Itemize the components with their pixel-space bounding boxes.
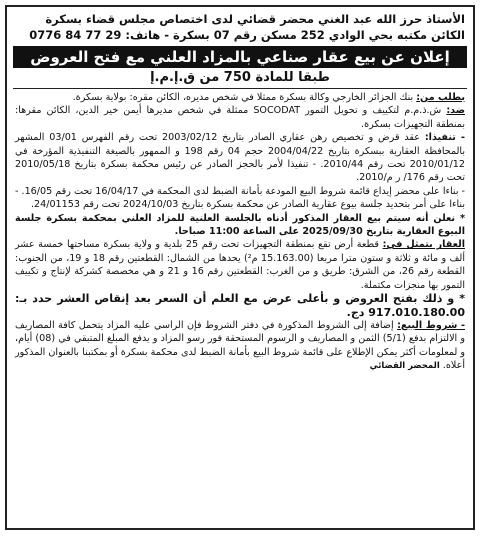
conditions-paragraph [15,319,465,374]
sale-date-notice: * نعلن أنه سيتم بيع العقار المذكور أدناه بالجلسة العلنية للمزاد العلني بمحكمة بسكرة جلسة البيوع العقارية بتاريخ 2025/09/30 على الساعة 11:00 صباحا. [15,212,465,238]
signature: المحضر القضائي [369,361,440,372]
conditions-label: - شروط البيع: [397,319,465,331]
applicant-text: بنك الجزائر الخارجي وكالة بسكرة ممثلا في شخص مديره، الكائن مقره: بولاية بسكرة. [72,92,414,103]
execution-paragraph [15,131,465,185]
execution-label: - تنفيذا: [424,132,465,144]
notice-subtitle: طبقا للمادة 750 من ق.إ.م.إ [150,70,330,85]
property-label: العقار يتمثل في: [382,239,465,251]
notice-header [7,7,473,43]
defendant-label: ضد: [446,105,465,117]
applicant-label: بطلب من: [416,92,465,103]
deposit-paragraph: - بناءا على محضر إيداع قائمة شروط البيع المودعة بأمانة الضبط لدى المحكمة في 16/04/17 تحت رقم 16/05. - بناءا على أمر بتحديد جلسة بيوع عقارية الصادر عن محكمة بسكرة بتاريخ 2024/10/03 تحت رقم 24/01153. [15,185,466,211]
bailiff-name-line: الأستاذ حرز الله عبد الغني محضر قضائي لدى اختصاص مجلس قضاء بسكرة [45,12,465,26]
reserve-price-notice: * و ذلك بفتح العروض و بأعلى عرض مع العلم أن السعر بعد إنقاص العشر حدد بـ: 917.010.180.00 دج. [15,292,465,319]
bailiff-address-line: الكائن مكتبه بحي الوادي 252 مسكن رقم 07 بسكرة - هاتف: 29 77 84 0776 [29,28,465,42]
property-text: قطعة أرض تقع بمنطقة التجهيزات تحت رقم 25 بلدية و ولاية بسكرة مساحتها خمسة عشر ألف و مائة و ثلاثة و ستون مترا مربعا (15.163.00 م²) يحدها من الشمال: القطعتين رقم 18 و 19، من الجنوب: القطعة رقم 26، من الشرق: طريق و من الغرب: القطعتين رقم 16 و 21 و هي مخصصة كشركة لإنتاج و تكييف التمور بها منجزات مكتملة. [15,239,465,291]
legal-notice [5,5,475,530]
execution-text: عقد قرض و تخصيص رهن عقاري الصادر بتاريخ 2003/02/12 تحت رقم الفهرس 03/01 المشهر بالمحافظة العقارية ببسكرة بتاريخ 2004/04/22 حجم 04 رقم 198 و الممهور بالصيغة التنفيذية المؤرخة في 2010/01/12 تحت رقم 2010/44. - تنفيذا لأمر بالحجز الصادر عن رئيس محكمة بسكرة بتاريخ 2010/05/18 تحت رقم 176/ ر م/2010. [15,132,466,184]
notice-title: إعلان عن بيع عقار صناعي بالمزاد العلني مع فتح العروض [13,46,467,68]
defendant-paragraph [15,104,465,131]
property-paragraph [15,238,465,292]
notice-body [7,89,473,374]
conditions-text: إضافة إلى الشروط المذكورة في دفتر الشروط فإن الراسي عليه المزاد يتحمل كافة المصاريف و الالتزام بدفع (5/1) الثمن و المصاريف و الرسوم المستحقة فور رسو المزاد و يدفع المبلغ المتبقي في (08) أيام، و لمعلومات أكثر يمكن الإطلاع على قائمة شروط البيع بأمانة الضبط لدى محكمة بسكرة أو بمكتبنا بالعنوان المذكور أعلاه. [15,319,465,372]
defendant-text: ش.ذ.م.م لتكييف و تحويل التمور SOCODAT ممثلة في شخص مديرها أيمن خير الدين، الكائن مقرها: بمنطقة التجهيزات بسكرة. [15,105,465,130]
applicant-paragraph [15,91,465,104]
